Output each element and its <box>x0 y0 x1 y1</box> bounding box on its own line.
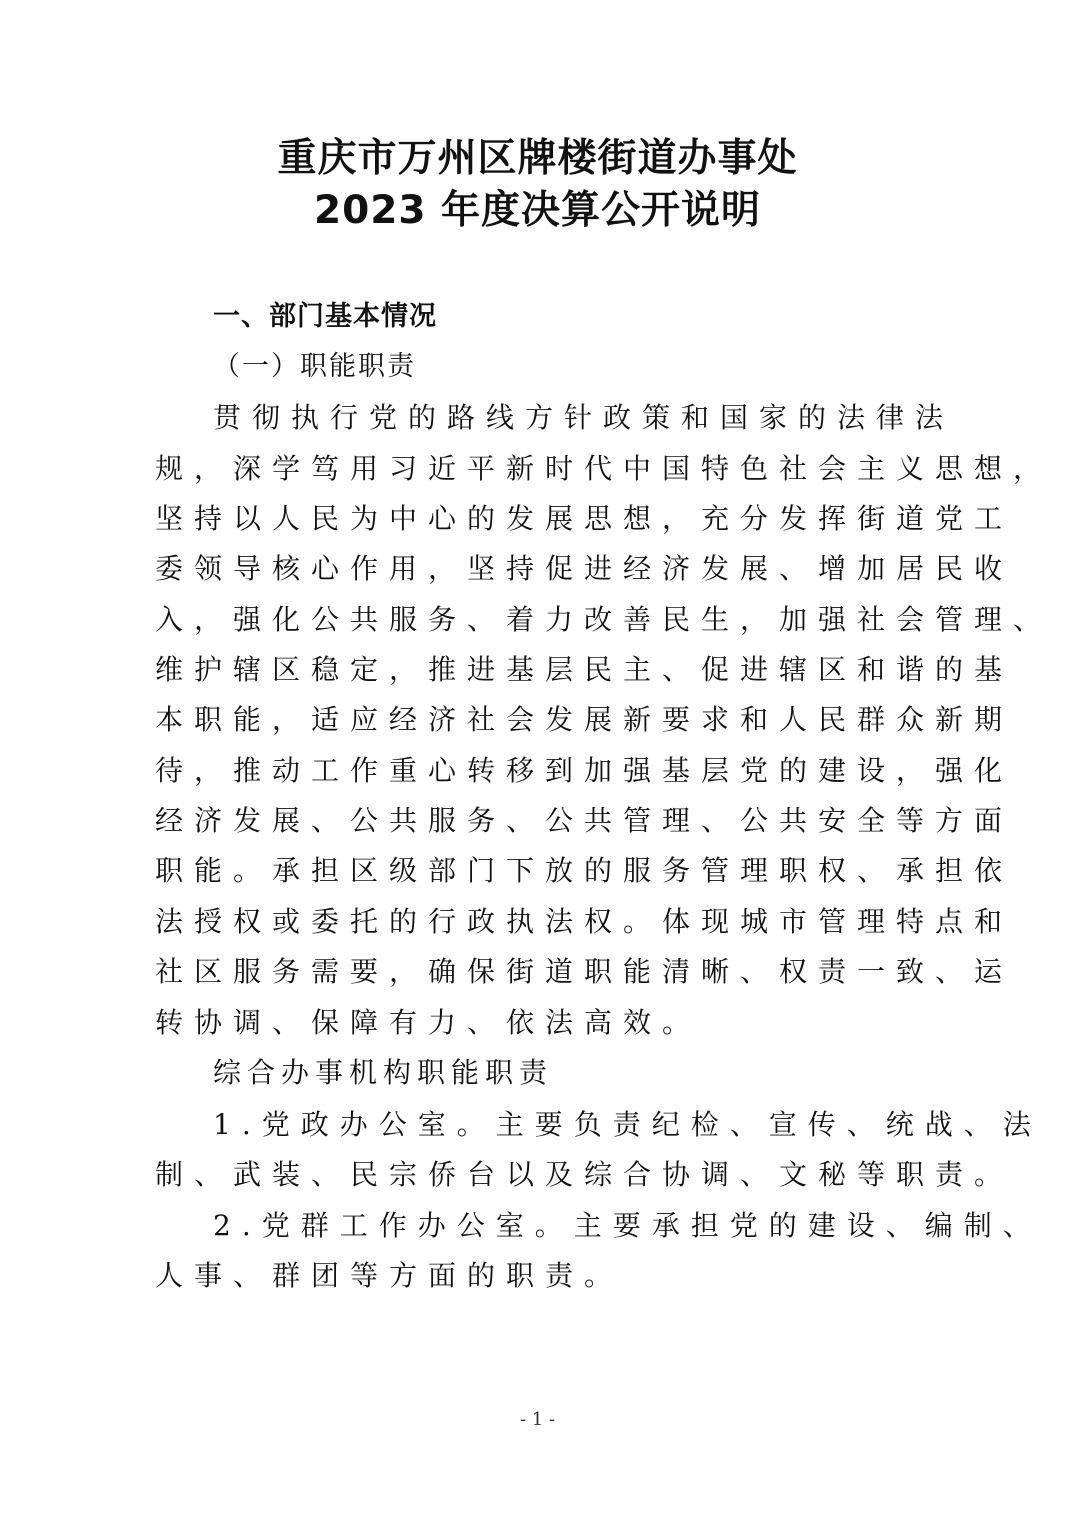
section-heading: 一、部门基本情况 <box>213 301 437 332</box>
paragraph-line: 入，强化公共服务、着力改善民生，加强社会管理、 <box>155 603 1053 636</box>
offices-subheading: 综合办事机构职能职责 <box>213 1056 554 1089</box>
list-item-line: 人事、群团等方面的职责。 <box>155 1259 624 1292</box>
paragraph-line: 委领导核心作用，坚持促进经济发展、增加居民收 <box>155 552 1014 585</box>
paragraph-line: 维护辖区稳定，推进基层民主、促进辖区和谐的基 <box>155 653 1014 686</box>
paragraph-line: 本职能，适应经济社会发展新要求和人民群众新期 <box>155 703 1014 736</box>
list-item-line: 2.党群工作办公室。主要承担党的建设、编制、 <box>213 1209 1042 1242</box>
page-number: - 1 - <box>519 1409 556 1430</box>
paragraph-line: 经济发展、公共服务、公共管理、公共安全等方面 <box>155 804 1014 837</box>
paragraph-line: 待，推动工作重心转移到加强基层党的建设，强化 <box>155 754 1014 787</box>
document-title-line2: 2023 年度决算公开说明 <box>313 188 762 233</box>
document-title-line1: 重庆市万州区牌楼街道办事处 <box>277 136 798 181</box>
paragraph-line: 职能。承担区级部门下放的服务管理职权、承担依 <box>155 854 1014 887</box>
list-item-line: 制、武装、民宗侨台以及综合协调、文秘等职责。 <box>155 1158 1014 1191</box>
list-item-line: 1.党政办公室。主要负责纪检、宣传、统战、法 <box>213 1108 1042 1141</box>
paragraph-line: 坚持以人民为中心的发展思想，充分发挥街道党工 <box>155 502 1014 535</box>
paragraph-line: 社区服务需要，确保街道职能清晰、权责一致、运 <box>155 955 1014 988</box>
paragraph-line: 贯彻执行党的路线方针政策和国家的法律法 <box>213 401 955 434</box>
paragraph-line: 规，深学笃用习近平新时代中国特色社会主义思想， <box>155 452 1053 485</box>
paragraph-line: 转协调、保障有力、依法高效。 <box>155 1006 702 1039</box>
paragraph-line: 法授权或委托的行政执法权。体现城市管理特点和 <box>155 905 1014 938</box>
subsection-heading: （一）职能职责 <box>213 351 416 382</box>
